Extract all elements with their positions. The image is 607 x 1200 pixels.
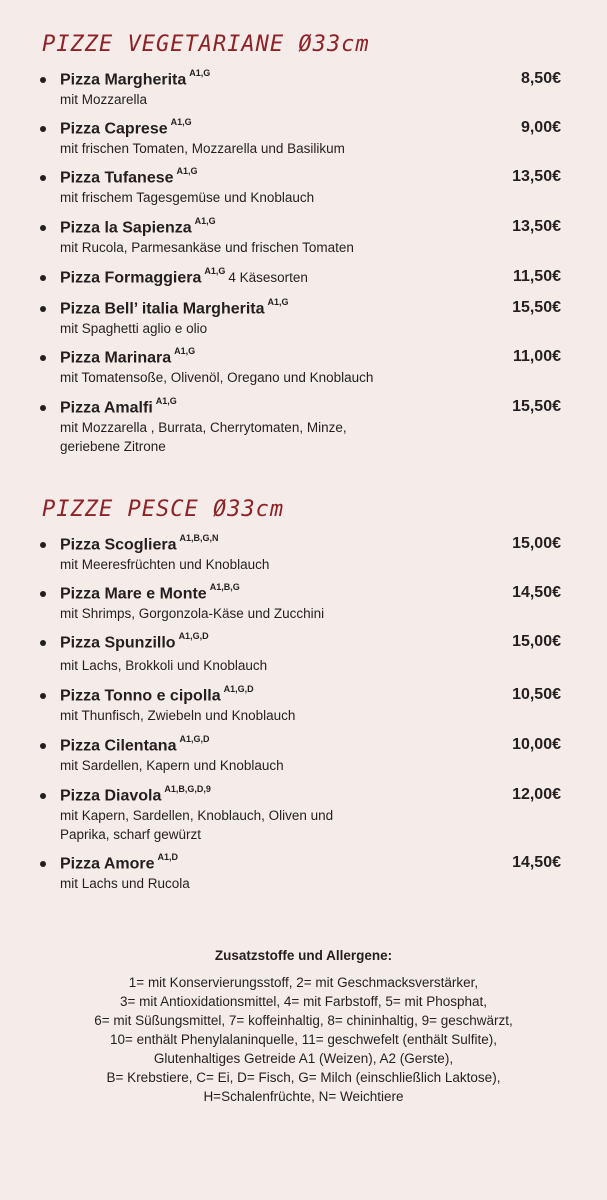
item-price: 10,00€	[512, 736, 561, 753]
item-description: mit Mozzarella , Burrata, Cherrytomaten, Minze, geriebene Zitrone	[60, 420, 347, 454]
item-price: 12,00€	[512, 786, 561, 803]
allergen-codes: A1,G	[174, 346, 196, 356]
item-price: 13,50€	[512, 218, 561, 235]
bullet-icon	[40, 225, 46, 231]
bullet-icon	[40, 861, 46, 867]
item-description: mit Rucola, Parmesankäse und frischen Tomaten	[60, 240, 354, 255]
bullet-icon	[40, 693, 46, 699]
item-price: 15,50€	[512, 398, 561, 415]
bullet-icon	[40, 275, 46, 281]
item-name: Pizza Amalfi $^{A1,G}$	[60, 396, 177, 417]
item-price: 13,50€	[512, 168, 561, 185]
item-price: 11,50€	[512, 268, 561, 285]
item-description: mit Shrimps, Gorgonzola-Käse und Zucchini	[60, 606, 325, 621]
allergen-codes: A1,G,D	[223, 684, 254, 694]
item-price: 9,00€	[520, 119, 561, 136]
allergen-line: 1= mit Konservierungsstoff, 2= mit Geschmacksverstärker,	[128, 975, 479, 990]
bullet-icon	[40, 743, 46, 749]
item-name: Pizza la Sapienza $^{A1,G}$	[60, 216, 216, 237]
allergen-codes: A1,B,G,N	[179, 533, 219, 543]
bullet-icon	[40, 591, 46, 597]
allergen-codes: A1,B,G	[209, 582, 240, 592]
item-price: 14,50€	[512, 854, 561, 871]
bullet-icon	[40, 405, 46, 411]
item-description: mit Lachs und Rucola	[60, 876, 190, 891]
section-title-pesce: PIZZE PESCE Ø33cm	[42, 497, 285, 522]
item-description: mit Lachs, Brokkoli und Knoblauch	[60, 658, 268, 673]
item-name: Pizza Formaggiera $^{A1,G}$ 4 Käsesorten	[60, 266, 308, 287]
bullet-icon	[40, 126, 46, 132]
item-price: 15,50€	[512, 299, 561, 316]
allergen-codes: A1,D	[157, 852, 179, 862]
item-description: mit frischen Tomaten, Mozzarella und Basilikum	[60, 141, 345, 156]
allergen-codes: A1,G	[170, 117, 192, 127]
item-name: Pizza Mare e Monte $^{A1,B,G}$	[60, 582, 240, 603]
bullet-icon	[40, 640, 46, 646]
allergen-codes: A1,G,D	[179, 734, 210, 744]
section-title-vegetariane: PIZZE VEGETARIANE Ø33cm	[42, 32, 370, 57]
allergen-line: Glutenhaltiges Getreide A1 (Weizen), A2 (Gerste),	[153, 1051, 454, 1066]
item-name: Pizza Margherita $^{A1,G}$	[60, 68, 211, 89]
allergen-line: B= Krebstiere, C= Ei, D= Fisch, G= Milch (einschließlich Laktose),	[106, 1070, 501, 1085]
bullet-icon	[40, 793, 46, 799]
bullet-icon	[40, 175, 46, 181]
item-description: mit Mozzarella	[60, 92, 148, 107]
item-description: mit Sardellen, Kapern und Knoblauch	[60, 758, 284, 773]
item-name: Pizza Cilentana $^{A1,G,D}$	[60, 734, 210, 755]
item-price: 15,00€	[512, 633, 561, 650]
allergen-codes: A1,G	[176, 166, 198, 176]
item-description: 4 Käsesorten	[228, 270, 308, 286]
item-name: Pizza Spunzillo $^{A1,G,D}$	[60, 631, 209, 652]
bullet-icon	[40, 542, 46, 548]
bullet-icon	[40, 355, 46, 361]
item-description: mit Thunfisch, Zwiebeln und Knoblauch	[60, 708, 296, 723]
allergen-codes: A1,G,D	[178, 631, 209, 641]
item-name: Pizza Tonno e cipolla $^{A1,G,D}$	[60, 684, 254, 705]
item-description: mit Spaghetti aglio e olio	[60, 321, 208, 336]
item-price: 14,50€	[512, 584, 561, 601]
item-description: mit frischem Tagesgemüse und Knoblauch	[60, 190, 315, 205]
item-price: 15,00€	[512, 535, 561, 552]
allergen-codes: A1,G	[267, 297, 289, 307]
allergen-codes: A1,G	[204, 266, 226, 276]
item-name: Pizza Scogliera $^{A1,B,G,N}$	[60, 533, 219, 554]
item-name: Pizza Tufanese $^{A1,G}$	[60, 166, 198, 187]
item-name: Pizza Diavola $^{A1,B,G,D,9}$	[60, 784, 211, 805]
allergen-heading: Zusatzstoffe und Allergene:	[214, 948, 393, 963]
item-price: 10,50€	[512, 686, 561, 703]
item-name: Pizza Marinara $^{A1,G}$	[60, 346, 196, 367]
item-description: mit Meeresfrüchten und Knoblauch	[60, 557, 270, 572]
bullet-icon	[40, 306, 46, 312]
bullet-icon	[40, 77, 46, 83]
allergen-codes: A1,G	[194, 216, 216, 226]
item-name: Pizza Amore $^{A1,D}$	[60, 852, 179, 873]
allergen-info	[0, 946, 607, 1106]
item-name: Pizza Bell’ italia Margherita $^{A1,G}$	[60, 297, 289, 318]
allergen-line: 3= mit Antioxidationsmittel, 4= mit Farbstoff, 5= mit Phosphat,	[119, 994, 488, 1009]
item-description: mit Tomatensoße, Olivenöl, Oregano und Knoblauch	[60, 370, 374, 385]
allergen-codes: A1,G	[155, 396, 177, 406]
allergen-line: 10= enthält Phenylalaninquelle, 11= geschwefelt (enthält Sulfite),	[109, 1032, 497, 1047]
allergen-line: 6= mit Süßungsmittel, 7= koffeinhaltig, 8= chininhaltig, 9= geschwärzt,	[94, 1013, 513, 1028]
item-price: 11,00€	[512, 348, 561, 365]
item-description: mit Kapern, Sardellen, Knoblauch, Oliven und Paprika, scharf gewürzt	[60, 808, 334, 842]
allergen-codes: A1,B,G,D,9	[164, 784, 211, 794]
item-price: 8,50€	[520, 70, 561, 87]
item-name: Pizza Caprese $^{A1,G}$	[60, 117, 192, 138]
allergen-line: H=Schalenfrüchte, N= Weichtiere	[203, 1089, 404, 1104]
allergen-codes: A1,G	[189, 68, 211, 78]
